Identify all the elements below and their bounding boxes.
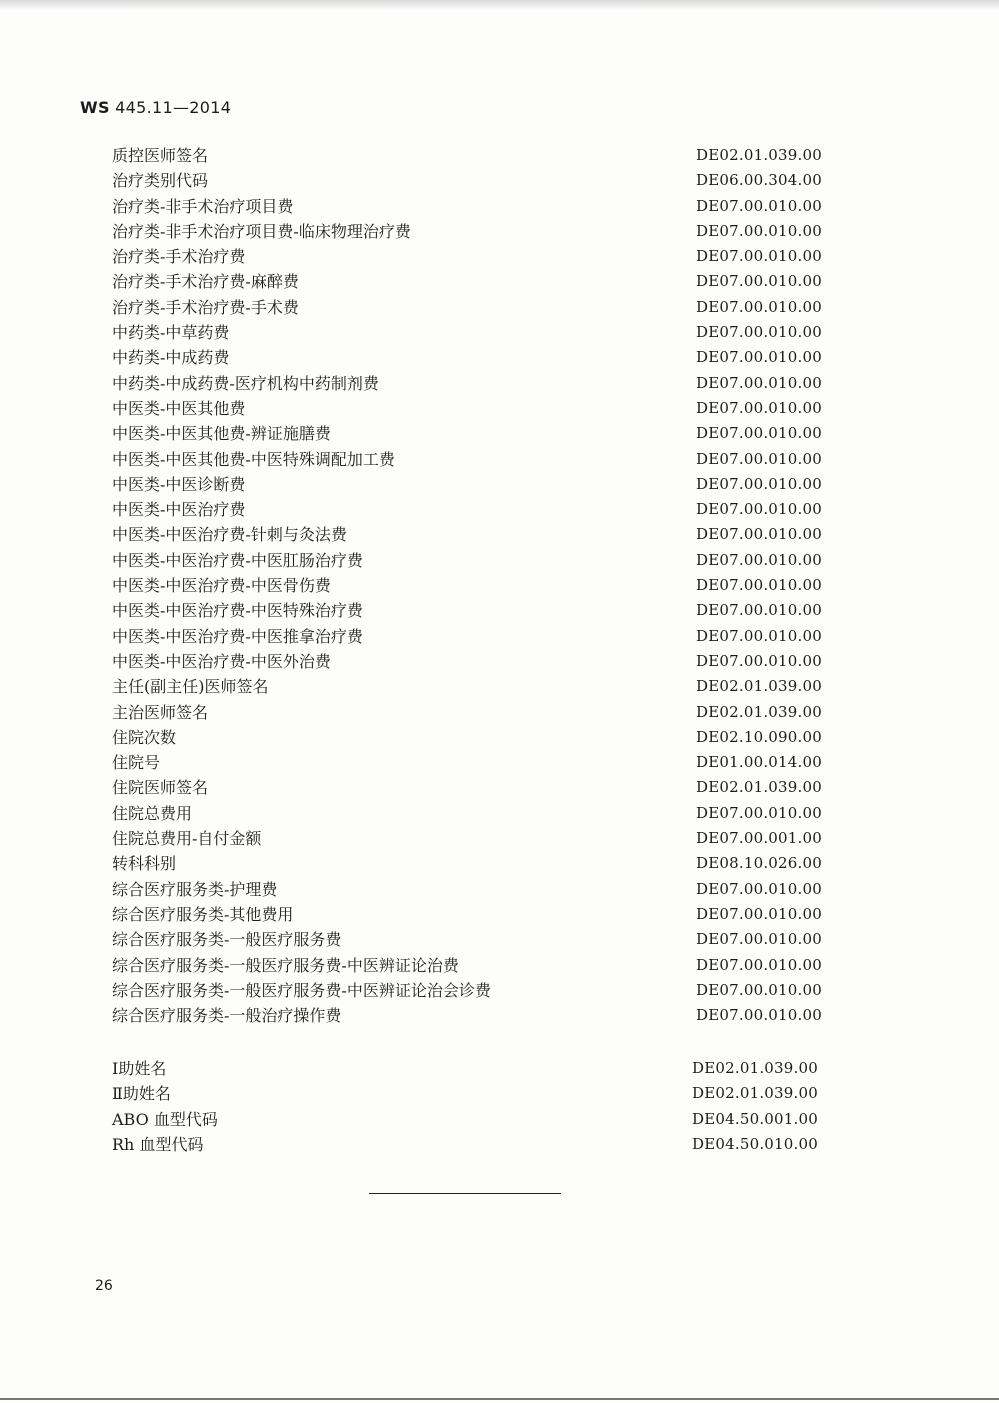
- index-entry-row: [112, 447, 822, 472]
- index-entry-row: [112, 775, 822, 800]
- entry-code: DE07.00.010.00: [696, 525, 822, 544]
- entry-term: 综合医疗服务类-护理费: [112, 879, 278, 899]
- index-entry-row: [112, 1132, 818, 1157]
- index-entry-row: [112, 1107, 818, 1132]
- index-entry-row: [112, 953, 822, 978]
- index-entry-row: [112, 421, 822, 446]
- index-entry-row: [112, 345, 822, 370]
- entry-code: DE07.00.010.00: [696, 247, 822, 266]
- index-entry-row: [112, 801, 822, 826]
- entry-term: 主任(副主任)医师签名: [112, 677, 269, 697]
- entry-code: DE01.00.014.00: [696, 753, 822, 772]
- entry-code: DE02.01.039.00: [692, 1084, 818, 1103]
- entry-code: DE07.00.010.00: [696, 651, 822, 670]
- index-entry-row: [112, 877, 822, 902]
- entry-code: DE07.00.010.00: [696, 1006, 822, 1025]
- entry-code: DE02.01.039.00: [696, 702, 822, 721]
- entry-code: DE07.00.010.00: [696, 550, 822, 569]
- index-entry-row: [112, 194, 822, 219]
- entry-code: DE07.00.010.00: [696, 930, 822, 949]
- entry-term: 中医类-中医治疗费-中医推拿治疗费: [112, 626, 363, 646]
- index-entry-row: [112, 750, 822, 775]
- entry-code: DE07.00.010.00: [696, 221, 822, 240]
- entry-code: DE06.00.304.00: [696, 171, 822, 190]
- index-entry-row: [112, 522, 822, 547]
- entry-term: 治疗类-非手术治疗项目费-临床物理治疗费: [112, 221, 411, 241]
- index-entry-row: [112, 927, 822, 952]
- index-entry-row: [112, 497, 822, 522]
- entry-code: DE07.00.010.00: [696, 601, 822, 620]
- index-entry-list-secondary: [112, 1056, 818, 1157]
- entry-code: DE07.00.001.00: [696, 829, 822, 848]
- entry-code: DE07.00.010.00: [696, 803, 822, 822]
- entry-term: 中医类-中医其他费-中医特殊调配加工费: [112, 449, 395, 469]
- entry-term: 治疗类-手术治疗费-麻醉费: [112, 272, 299, 292]
- entry-term: 住院号: [112, 753, 161, 773]
- entry-term: 中医类-中医其他费-辨证施膳费: [112, 424, 331, 444]
- entry-code: DE07.00.010.00: [696, 373, 822, 392]
- entry-code: DE07.00.010.00: [696, 500, 822, 519]
- entry-code: DE02.01.039.00: [692, 1059, 818, 1077]
- index-entry-row: [112, 573, 822, 598]
- entry-term: 住院总费用: [112, 803, 193, 823]
- entry-term: ABO 血型代码: [112, 1109, 218, 1129]
- entry-code: DE07.00.010.00: [696, 398, 822, 417]
- entry-term: 中医类-中医治疗费-中医肛肠治疗费: [112, 550, 363, 570]
- entry-code: DE07.00.010.00: [696, 272, 822, 291]
- index-entry-row: [112, 700, 822, 725]
- entry-term: Ⅰ助姓名: [112, 1059, 167, 1078]
- index-entry-row: [112, 548, 822, 573]
- index-entry-row: [112, 649, 822, 674]
- entry-code: DE07.00.010.00: [696, 348, 822, 367]
- index-entry-row: [112, 219, 822, 244]
- entry-term: 综合医疗服务类-一般医疗服务费-中医辨证论治会诊费: [112, 980, 491, 1000]
- end-rule: [369, 1193, 561, 1194]
- entry-term: 治疗类-手术治疗费-手术费: [112, 297, 299, 317]
- entry-term: Ⅱ助姓名: [112, 1084, 171, 1104]
- index-entry-row: [112, 269, 822, 294]
- index-entry-row: [112, 624, 822, 649]
- index-entry-row: [112, 851, 822, 876]
- entry-term: 主治医师签名: [112, 702, 209, 722]
- index-entry-row: [112, 674, 822, 699]
- index-entry-row: [112, 902, 822, 927]
- entry-code: DE07.00.010.00: [696, 879, 822, 898]
- index-entry-row: [112, 168, 822, 193]
- entry-term: 中医类-中医治疗费-中医外治费: [112, 651, 331, 671]
- entry-term: 中药类-中成药费-医疗机构中药制剂费: [112, 373, 379, 393]
- entry-code: DE02.01.039.00: [696, 146, 822, 164]
- entry-code: DE07.00.010.00: [696, 955, 822, 974]
- entry-code: DE07.00.010.00: [696, 576, 822, 595]
- scan-bottom-edge: [0, 1398, 999, 1400]
- entry-code: DE07.00.010.00: [696, 297, 822, 316]
- entry-term: 转科科别: [112, 854, 177, 874]
- entry-term: Rh 血型代码: [112, 1134, 204, 1154]
- entry-code: DE07.00.010.00: [696, 323, 822, 342]
- entry-term: 中医类-中医治疗费-中医骨伤费: [112, 576, 331, 596]
- entry-code: DE04.50.001.00: [692, 1109, 818, 1128]
- entry-code: DE02.10.090.00: [696, 727, 822, 746]
- entry-code: DE04.50.010.00: [692, 1134, 818, 1153]
- entry-code: DE07.00.010.00: [696, 626, 822, 645]
- standard-header: [80, 98, 231, 117]
- entry-term: 中医类-中医治疗费-针刺与灸法费: [112, 525, 347, 545]
- scan-top-edge: [0, 0, 999, 10]
- entry-code: DE07.00.010.00: [696, 474, 822, 493]
- entry-code: DE02.01.039.00: [696, 778, 822, 797]
- index-entry-row: [112, 320, 822, 345]
- index-entry-row: [112, 826, 822, 851]
- index-entry-row: [112, 295, 822, 320]
- index-entry-row: [112, 1081, 818, 1106]
- entry-term: 中医类-中医其他费: [112, 398, 246, 418]
- entry-term: 中药类-中草药费: [112, 323, 230, 343]
- entry-code: DE02.01.039.00: [696, 677, 822, 696]
- entry-term: 综合医疗服务类-一般治疗操作费: [112, 1006, 342, 1026]
- entry-term: 治疗类别代码: [112, 171, 209, 191]
- entry-term: 治疗类-非手术治疗项目费: [112, 196, 294, 216]
- entry-code: DE07.00.010.00: [696, 904, 822, 923]
- entry-term: 中医类-中医治疗费-中医特殊治疗费: [112, 601, 363, 621]
- entry-term: 中医类-中医治疗费: [112, 500, 246, 520]
- entry-code: DE07.00.010.00: [696, 424, 822, 443]
- index-entry-row: [112, 1003, 822, 1028]
- entry-code: DE07.00.010.00: [696, 449, 822, 468]
- index-entry-row: [112, 978, 822, 1003]
- index-entry-row: [112, 371, 822, 396]
- index-entry-row: [112, 725, 822, 750]
- entry-term: 综合医疗服务类-一般医疗服务费: [112, 930, 342, 950]
- entry-code: DE07.00.010.00: [696, 196, 822, 215]
- entry-code: DE08.10.026.00: [696, 854, 822, 873]
- page-number: 26: [95, 1278, 113, 1294]
- index-entry-list: [112, 143, 822, 1028]
- index-entry-row: [112, 1056, 818, 1081]
- entry-term: 住院次数: [112, 727, 177, 747]
- index-entry-row: [112, 244, 822, 269]
- entry-term: 中药类-中成药费: [112, 348, 230, 368]
- entry-term: 中医类-中医诊断费: [112, 474, 246, 494]
- entry-term: 综合医疗服务类-一般医疗服务费-中医辨证论治费: [112, 955, 459, 975]
- entry-term: 质控医师签名: [112, 146, 209, 165]
- index-entry-row: [112, 396, 822, 421]
- entry-term: 治疗类-手术治疗费: [112, 247, 246, 267]
- standard-number: 445.11—2014: [115, 98, 232, 117]
- index-entry-row: [112, 143, 822, 168]
- entry-code: DE07.00.010.00: [696, 980, 822, 999]
- entry-term: 住院医师签名: [112, 778, 209, 798]
- standard-code: WS: [80, 98, 110, 117]
- entry-term: 综合医疗服务类-其他费用: [112, 904, 294, 924]
- entry-term: 住院总费用-自付金额: [112, 829, 262, 849]
- index-entry-row: [112, 598, 822, 623]
- index-entry-row: [112, 472, 822, 497]
